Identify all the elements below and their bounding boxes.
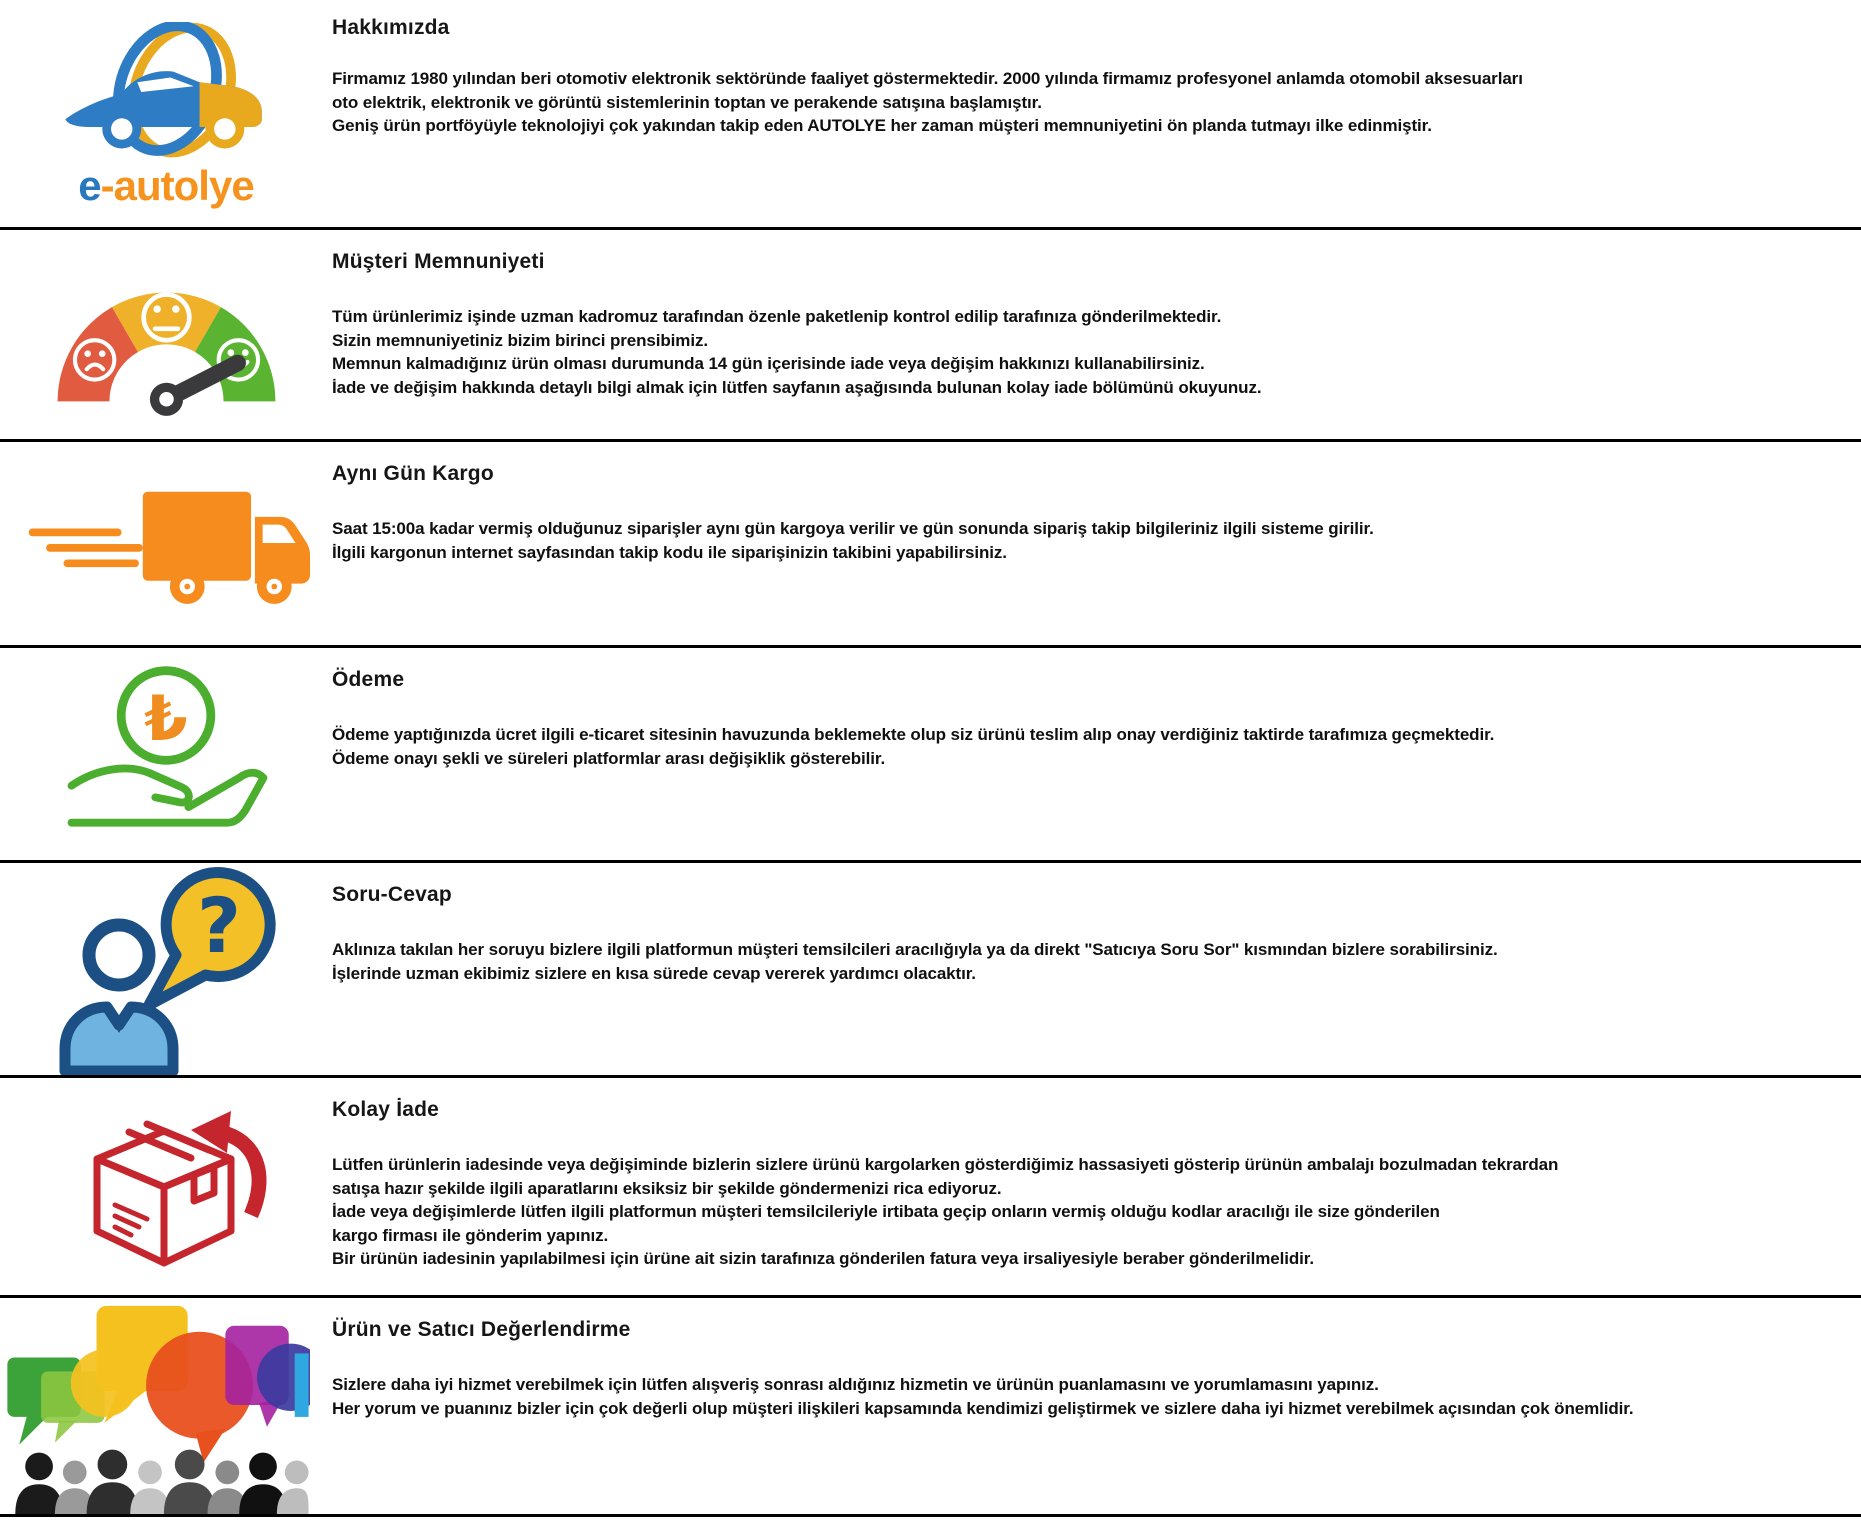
body-line: Ödeme onayı şekli ve süreleri platformlar arası değişiklik gösterebilir.	[332, 748, 886, 768]
wordmark-e: e	[78, 161, 101, 209]
section-body	[332, 67, 1861, 138]
section-icon-column	[0, 1078, 332, 1295]
section-odeme	[0, 648, 1861, 863]
section-text-column	[332, 0, 1861, 227]
section-kolay-iade	[0, 1078, 1861, 1298]
cargo-truck-icon	[21, 478, 311, 609]
review-speech-bubbles-icon	[0, 1298, 310, 1514]
question-answer-person-icon	[49, 863, 284, 1075]
body-line: Tüm ürünlerimiz işinde uzman kadromuz tarafından özenle paketlenip kontrol edilip tarafınıza gönderilmektedir.	[332, 307, 1222, 326]
section-title: Kolay İade	[332, 1098, 440, 1121]
body-line: Bir ürünün iadesinin yapılabilmesi için ürüne ait sizin tarafınıza gönderilen fatura veya irsaliyesiyle beraber gönderilmelidir.	[332, 1249, 1314, 1268]
body-line: Ödeme yaptığınızda ücret ilgili e-ticaret sitesinin havuzunda beklemekte olup siz ürünü teslim alıp onay verdiğiniz taktirde tarafımıza geçmektedir.	[332, 725, 1495, 744]
section-body	[332, 1153, 1861, 1271]
body-line: Sizlere daha iyi hizmet verebilmek için lütfen alışveriş sonrası aldığınız hizmetin ve ürünün puanlamasını ve yorumlamasını yapınız.	[332, 1375, 1379, 1394]
section-body	[332, 517, 1861, 564]
section-icon-column	[0, 230, 332, 439]
section-body	[332, 305, 1861, 399]
section-text-column	[332, 863, 1861, 1075]
section-text-column	[332, 230, 1861, 439]
section-soru-cevap	[0, 863, 1861, 1078]
section-icon-column	[0, 1298, 332, 1514]
section-hakkimizda	[0, 0, 1861, 230]
body-line: kargo firması ile gönderim yapınız.	[332, 1225, 609, 1245]
section-text-column	[332, 1298, 1861, 1514]
body-line: Aklınıza takılan her soruyu bizlere ilgili platformun müşteri temsilcileri aracılığıyla ya da direkt "Satıcıya Soru Sor" kısmından bizlere sorabilirsiniz.	[332, 940, 1498, 959]
satisfaction-gauge-icon	[24, 251, 309, 419]
body-line: İade veya değişimlerde lütfen ilgili platformun müşteri temsilcileriyle irtibata geçip onların vermiş olduğu kodlar aracılığı ile size gönderilen	[332, 1202, 1440, 1221]
section-ayni-gun-kargo	[0, 442, 1861, 648]
person-head	[89, 925, 149, 985]
autolye-wordmark	[78, 161, 254, 209]
section-musteri-memnuniyeti	[0, 230, 1861, 442]
body-line: Lütfen ürünlerin iadesinde veya değişiminde bizlerin sizlere ürünü kargolarken gösterdiğimiz hassasiyeti gösterip ürünün ambalajı bozulmadan tekrardan	[332, 1155, 1559, 1174]
section-body	[332, 723, 1861, 770]
body-line: Sizin memnuniyetiniz bizim birinci prensibimiz.	[332, 330, 708, 350]
body-line: İlgili kargonun internet sayfasından takip kodu ile siparişinizin takibini yapabilirsiniz.	[332, 542, 1007, 562]
payment-hand-lira-icon	[61, 659, 271, 849]
body-line: İade ve değişim hakkında detaylı bilgi almak için lütfen sayfanın aşağısında bulunan kolay iade bölümünü okuyunuz.	[332, 377, 1262, 397]
wordmark-rest: -autolye	[100, 161, 254, 209]
section-text-column	[332, 648, 1861, 860]
section-body	[332, 1373, 1861, 1420]
autolye-logo	[60, 22, 272, 209]
section-icon-column	[0, 648, 332, 860]
body-line: satışa hazır şekilde ilgili aparatlarını eksiksiz bir şekilde göndermenizi rica ediyoruz.	[332, 1178, 1002, 1198]
body-line: Saat 15:00a kadar vermiş olduğunuz siparişler aynı gün kargoya verilir ve gün sonunda sipariş takip bilgileriniz ilgili sisteme girilir.	[332, 519, 1374, 538]
section-title: Hakkımızda	[332, 16, 450, 39]
section-text-column	[332, 442, 1861, 645]
body-line: Firmamız 1980 yılından beri otomotiv elektronik sektöründe faaliyet göstermektedir. 2000 yılında firmamız profesyonel anlamda otomobil aksesuarları	[332, 69, 1523, 88]
section-title: Ürün ve Satıcı Değerlendirme	[332, 1318, 631, 1341]
autolye-car-logo-icon	[60, 22, 272, 164]
section-icon-column	[0, 0, 332, 227]
body-line: İşlerinde uzman ekibimiz sizlere en kısa sürede cevap vererek yardımcı olacaktır.	[332, 963, 976, 983]
section-title: Aynı Gün Kargo	[332, 462, 494, 485]
section-title: Soru-Cevap	[332, 883, 452, 906]
body-line: Memnun kalmadığınız ürün olması durumunda 14 gün içerisinde iade veya değişim hakkınızı kullanabilirsiniz.	[332, 354, 1205, 373]
body-line: Her yorum ve puanınız bizler için çok değerli olup müşteri ilişkileri kapsamında kendimizi geliştirmek ve sizlere daha iyi hizmet verebilmek açısından çok önemlidir.	[332, 1398, 1634, 1418]
section-body	[332, 938, 1861, 985]
section-icon-column	[0, 863, 332, 1075]
section-title: Ödeme	[332, 668, 405, 691]
section-text-column	[332, 1078, 1861, 1295]
open-hand	[71, 768, 263, 822]
section-urun-satici-degerlendirme	[0, 1298, 1861, 1517]
body-line: Geniş ürün portföyüyle teknolojiyi çok yakından takip eden AUTOLYE her zaman müşteri memnuniyetini ön planda tutmayı ilke edinmiştir.	[332, 116, 1432, 135]
easy-return-box-icon	[59, 1097, 274, 1277]
section-title: Müşteri Memnuniyeti	[332, 250, 545, 273]
turkish-lira-symbol: ₺	[144, 681, 188, 755]
body-line: oto elektrik, elektronik ve görüntü sistemlerinin toptan ve perakende satışına başlamıştır.	[332, 92, 1042, 112]
people-crowd	[15, 1450, 308, 1514]
question-mark: ?	[196, 881, 241, 970]
section-icon-column	[0, 442, 332, 645]
